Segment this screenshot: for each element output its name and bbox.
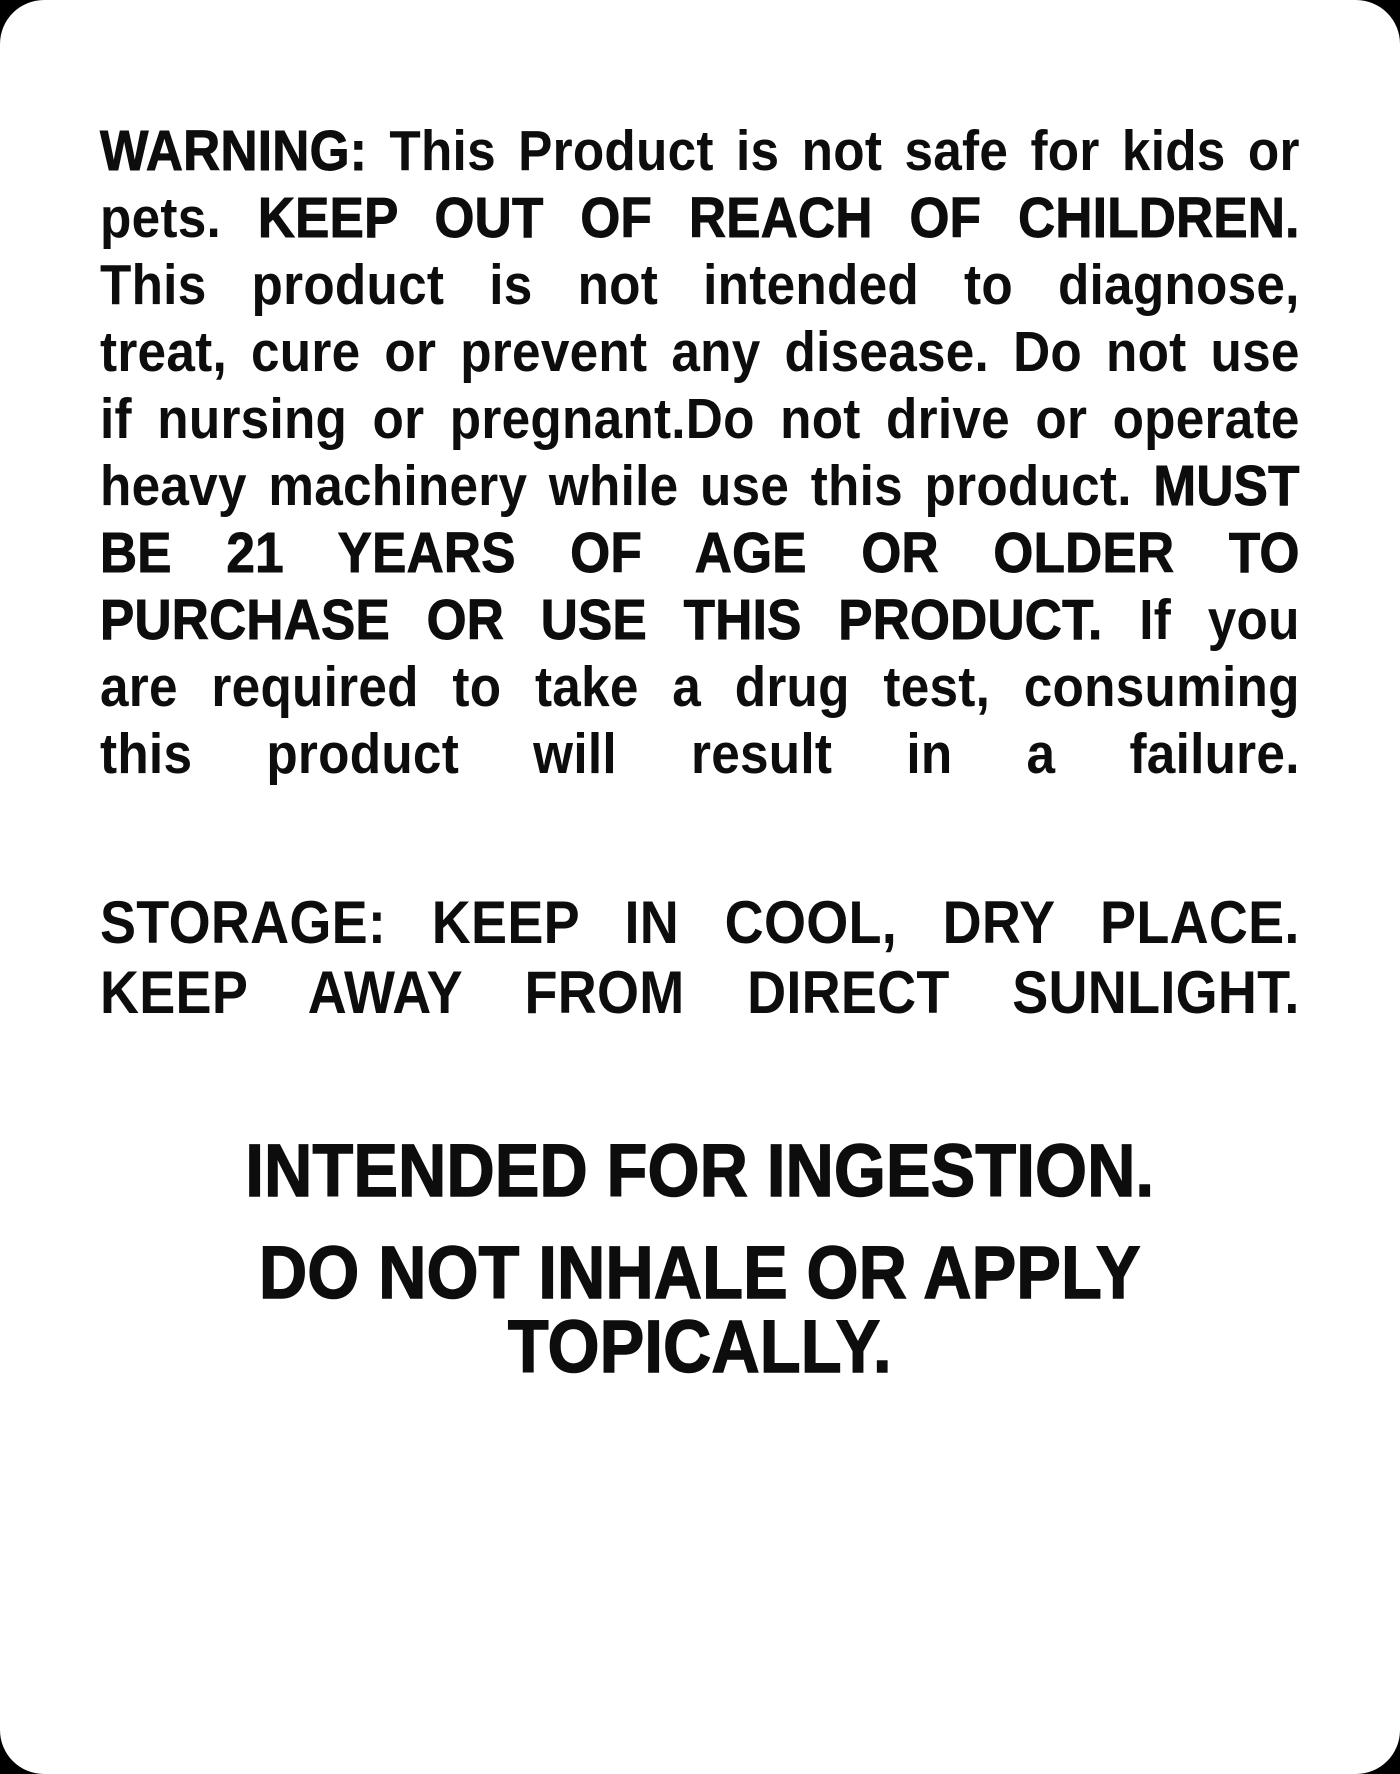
warning-emphasis-text: WARNING: [100,119,368,183]
warning-paragraph [100,118,1300,788]
do-not-inhale-line: DO NOT INHALE OR APPLY TOPICALLY. [259,1231,1141,1388]
warning-emphasis-text: KEEP OUT OF REACH OF CHILDREN. [257,186,1300,250]
warning-body-text: This Product is not safe for kids or pets. [100,119,1300,250]
warning-body-text: This product is not intended to diagnose, treat, cure or prevent any disease. Do not use if nursing or pregnant.Do not drive or operate heavy machinery while use this product. [100,253,1300,518]
storage-line-1: STORAGE: KEEP IN COOL, DRY PLACE. [100,889,1300,956]
ingestion-section [100,1129,1300,1388]
storage-line-2: KEEP AWAY FROM DIRECT SUNLIGHT. [100,959,1300,1026]
intended-for-ingestion-line: INTENDED FOR INGESTION. [245,1129,1155,1212]
storage-section [100,888,1300,1028]
warning-emphasis-text: MUST BE 21 YEARS OF AGE OR OLDER TO PURCHASE OR USE THIS PRODUCT. [100,454,1300,652]
warning-body-text: If you are required to take a drug test, consuming this product will result in a failure. [100,588,1300,786]
